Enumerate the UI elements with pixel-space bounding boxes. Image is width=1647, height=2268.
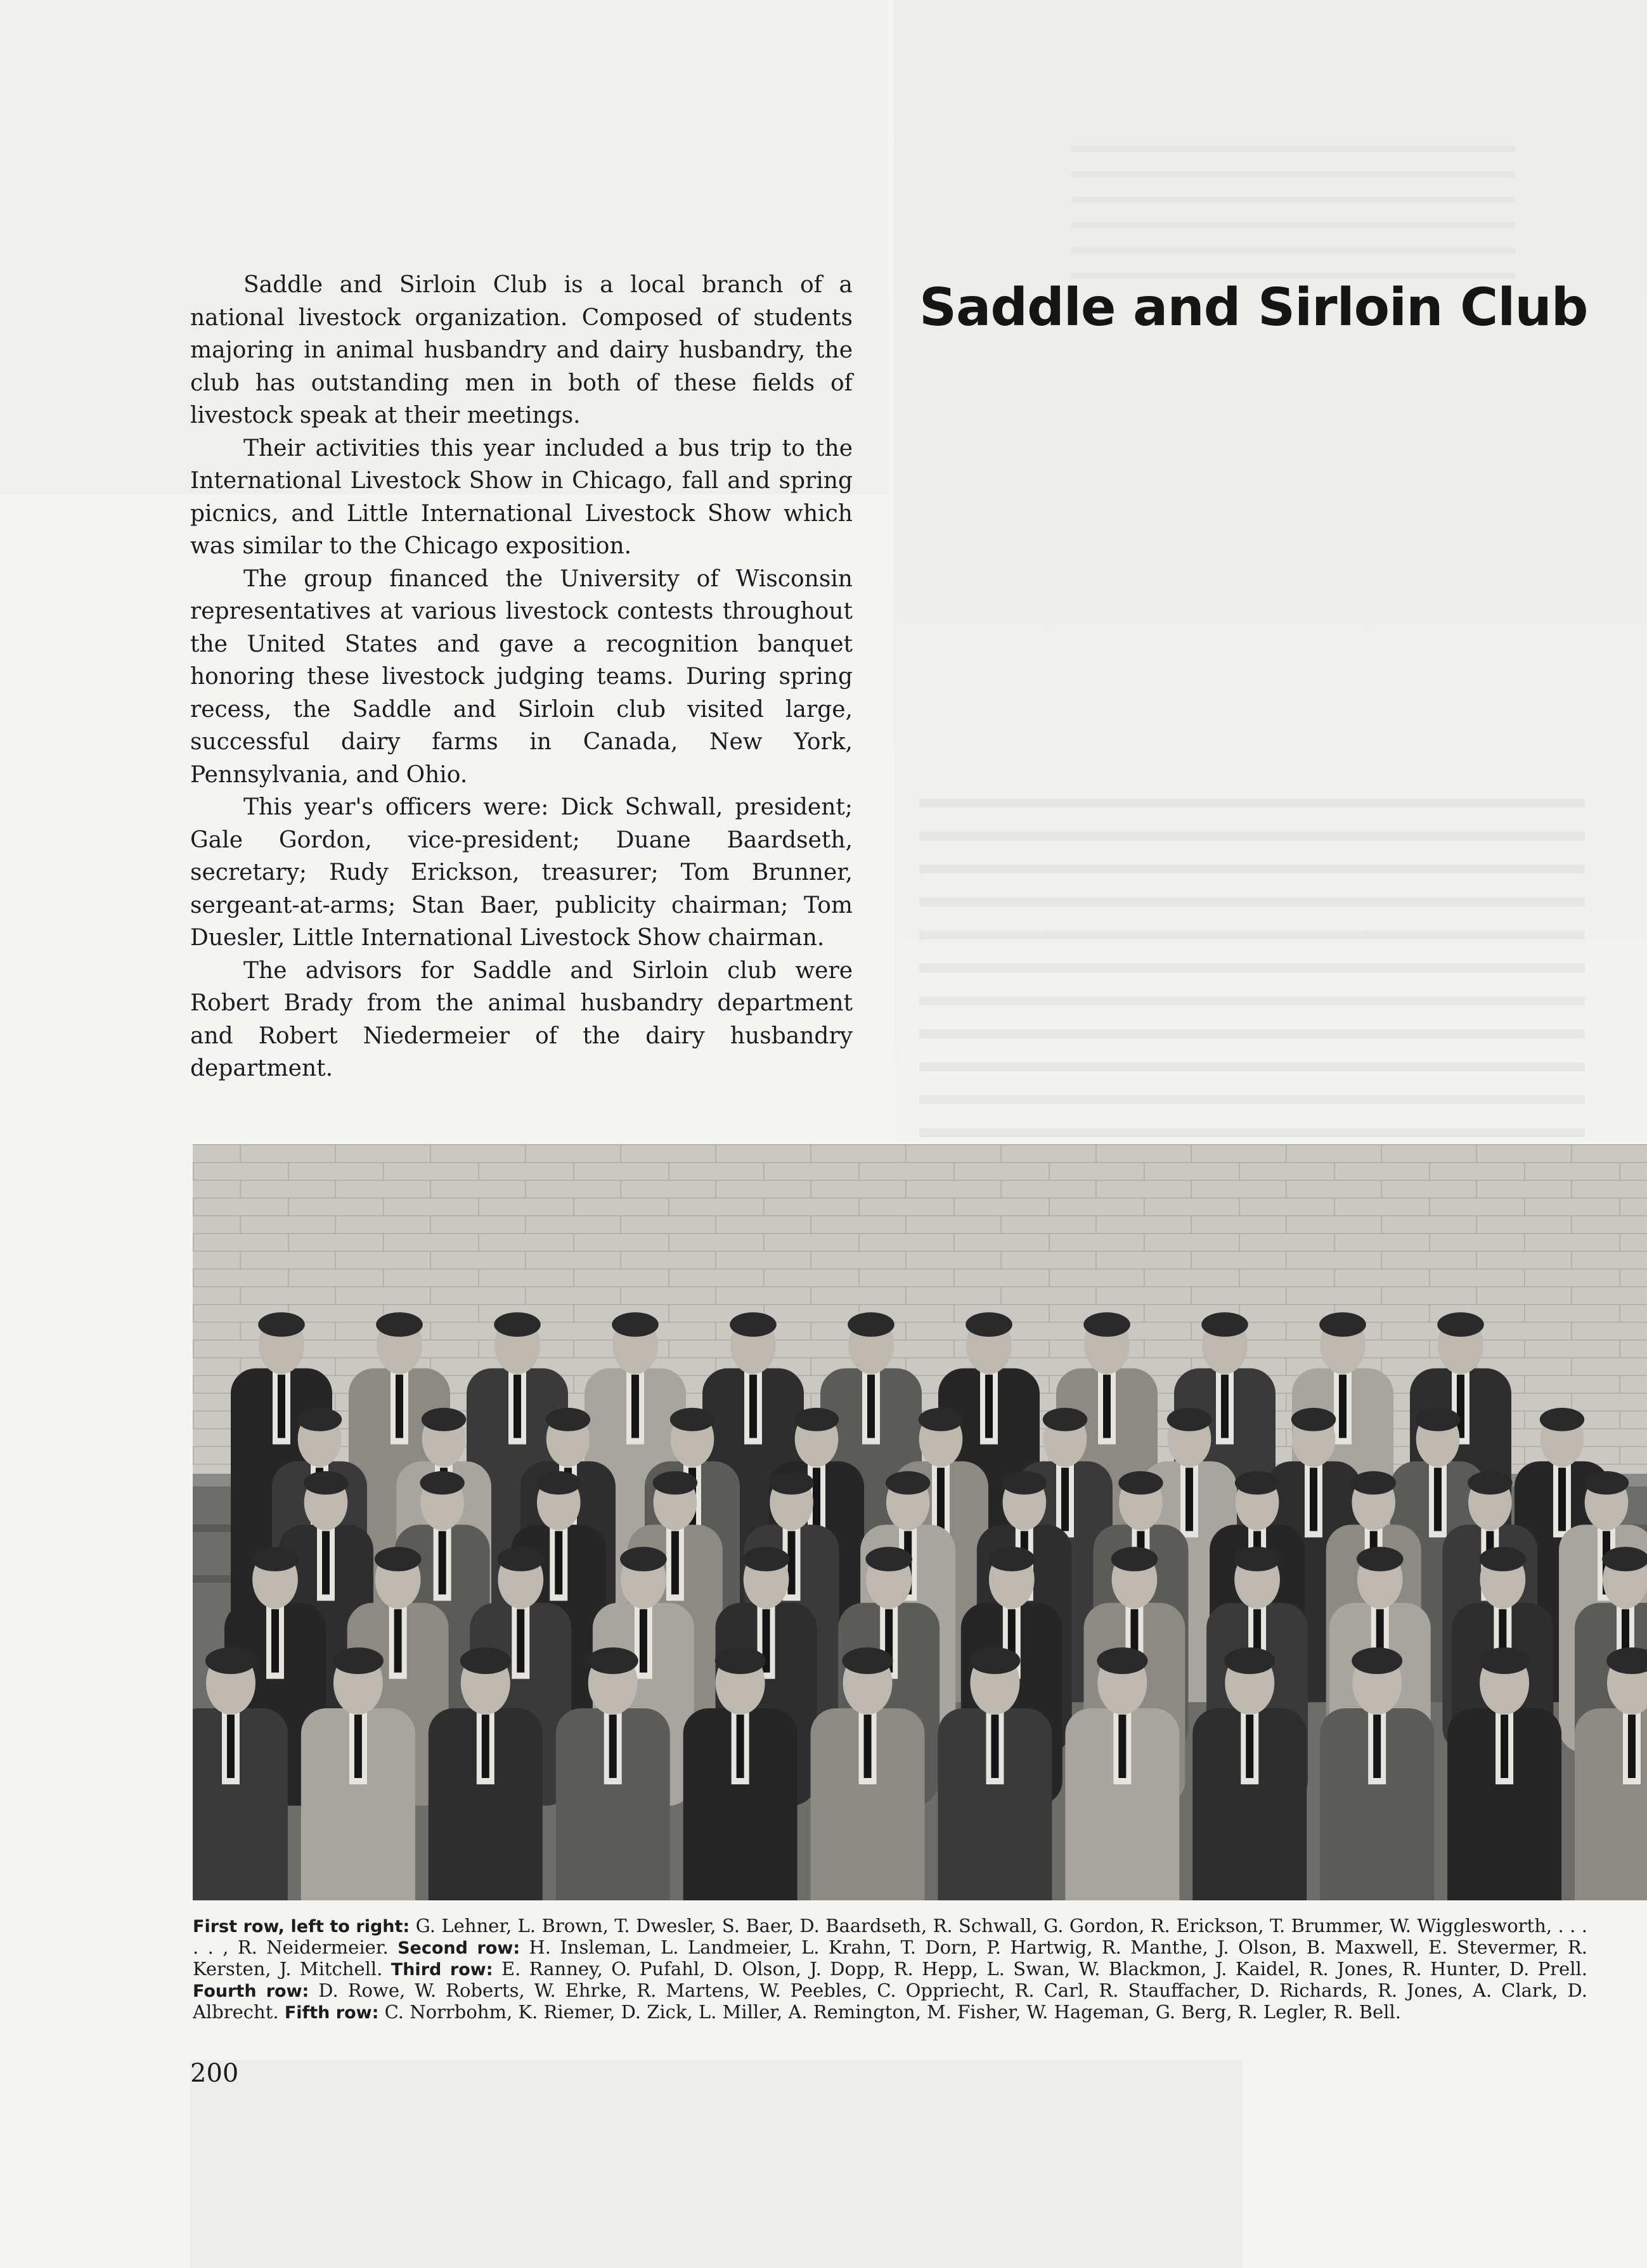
person-tie bbox=[1103, 1375, 1111, 1438]
print-shading-bottom bbox=[190, 2060, 1243, 2268]
person-tie bbox=[1628, 1715, 1636, 1778]
person-hair bbox=[670, 1408, 714, 1431]
person-tie bbox=[482, 1715, 489, 1778]
person-hair bbox=[969, 1647, 1020, 1674]
person-hair bbox=[205, 1647, 256, 1674]
caption-row-label: Second row: bbox=[397, 1938, 520, 1958]
person-tie bbox=[985, 1375, 993, 1438]
person-hair bbox=[919, 1408, 963, 1431]
person-hair bbox=[1416, 1408, 1460, 1431]
caption-row-label: Fifth row: bbox=[284, 2003, 379, 2023]
paragraph: This year's officers were: Dick Schwall, president; Gale Gordon, vice-president; Duane Baardseth, secretary; Rudy Erickson, treasurer; Tom Brunner, sergeant-at-arms; Stan Baer, publicity chairman; Tom Duesler, Little International Livestock Show chairman. bbox=[190, 794, 853, 951]
person-hair bbox=[1043, 1408, 1087, 1431]
person-hair bbox=[1584, 1471, 1629, 1495]
person-tie bbox=[671, 1531, 679, 1594]
person-hair bbox=[1540, 1408, 1584, 1431]
person-body bbox=[193, 1708, 288, 1900]
group-photo-image bbox=[193, 1144, 1647, 1900]
person-tie bbox=[396, 1375, 403, 1438]
person-hair bbox=[460, 1647, 511, 1674]
bleed-through-text-top bbox=[1071, 146, 1515, 298]
person-hair bbox=[546, 1408, 590, 1431]
person-hair bbox=[1097, 1647, 1147, 1674]
caption-row-names: G. Lehner, L. Brown, T. Dwesler, S. Baer, D. Baardseth, R. Schwall, G. Gordon, R. Erickson, T. Brummer, W. Wigglesworth, . . . . . , R. Neidermeier. bbox=[193, 1915, 1587, 1958]
person-hair bbox=[865, 1547, 912, 1571]
person-tie bbox=[609, 1715, 617, 1778]
person-tie bbox=[1185, 1467, 1193, 1531]
paragraph: The group financed the University of Wisconsin representatives at various livestock contests throughout the United States and gave a recognition banquet honoring these livestock judging teams. During spring recess, the Saddle and Sirloin club visited large, successful dairy farms in Canada, New York, Pennsylvania, and Ohio. bbox=[190, 565, 853, 788]
person-tie bbox=[1558, 1467, 1566, 1531]
person-hair bbox=[1468, 1471, 1512, 1495]
article-body bbox=[190, 269, 853, 1085]
person-hair bbox=[1224, 1647, 1275, 1674]
caption-row-label: Fourth row: bbox=[193, 1981, 309, 2001]
person-hair bbox=[715, 1647, 766, 1674]
person-hair bbox=[1352, 1471, 1396, 1495]
person-tie bbox=[1457, 1375, 1464, 1438]
person-tie bbox=[1501, 1715, 1508, 1778]
person-tie bbox=[513, 1375, 521, 1438]
person-hair bbox=[743, 1547, 790, 1571]
person-hair bbox=[494, 1312, 541, 1337]
person-hair bbox=[536, 1471, 581, 1495]
person-tie bbox=[1310, 1467, 1317, 1531]
person-hair bbox=[1167, 1408, 1211, 1431]
person-tie bbox=[555, 1531, 562, 1594]
person-hair bbox=[376, 1312, 423, 1337]
person-hair bbox=[1480, 1547, 1527, 1571]
person-hair bbox=[653, 1471, 697, 1495]
person-hair bbox=[297, 1408, 342, 1431]
person-tie bbox=[813, 1467, 820, 1531]
person-hair bbox=[1111, 1547, 1158, 1571]
person-hair bbox=[620, 1547, 667, 1571]
person-hair bbox=[794, 1408, 839, 1431]
person-hair bbox=[966, 1312, 1012, 1337]
page-title: Saddle and Sirloin Club bbox=[919, 278, 1588, 338]
photo-caption bbox=[193, 1916, 1587, 2023]
person-tie bbox=[322, 1531, 330, 1594]
person-hair bbox=[1201, 1312, 1248, 1337]
person-hair bbox=[1602, 1547, 1647, 1571]
person-tie bbox=[864, 1715, 872, 1778]
person-hair bbox=[1352, 1647, 1402, 1674]
person-hair bbox=[304, 1471, 348, 1495]
group-photo bbox=[193, 1144, 1647, 1900]
page-number: 200 bbox=[190, 2059, 239, 2088]
person-hair bbox=[252, 1547, 299, 1571]
person-hair bbox=[843, 1647, 893, 1674]
paragraph: Their activities this year included a bus trip to the International Livestock Show in Chicago, fall and spring picnics, and Little International Livestock Show which was similar to the Chicago exposition. bbox=[190, 435, 853, 559]
person-tie bbox=[1339, 1375, 1347, 1438]
person-tie bbox=[278, 1375, 285, 1438]
person-hair bbox=[848, 1312, 895, 1337]
person-tie bbox=[1373, 1715, 1381, 1778]
person-hair bbox=[1479, 1647, 1530, 1674]
caption-row-names: H. Insleman, L. Landmeier, L. Krahn, T. Dorn, P. Hartwig, R. Manthe, J. Olson, B. Maxwell, E. Stevermer, R. Kersten, J. Mitchell. bbox=[193, 1936, 1587, 1980]
caption-row-names: E. Ranney, O. Pufahl, D. Olson, J. Dopp, R. Hepp, L. Swan, W. Blackmon, J. Kaidel, R. Jones, R. Hunter, D. Prell. bbox=[493, 1958, 1587, 1980]
person-hair bbox=[588, 1647, 638, 1674]
person-hair bbox=[988, 1547, 1035, 1571]
person-hair bbox=[1235, 1471, 1279, 1495]
person-tie bbox=[737, 1715, 744, 1778]
person-tie bbox=[517, 1609, 524, 1673]
person-tie bbox=[1118, 1715, 1126, 1778]
person-tie bbox=[749, 1375, 757, 1438]
person-hair bbox=[1083, 1312, 1130, 1337]
caption-row-names: C. Norrbohm, K. Riemer, D. Zick, L. Miller, A. Remington, M. Fisher, W. Hageman, G. Berg, R. Legler, R. Bell. bbox=[378, 2001, 1401, 2023]
person-tie bbox=[991, 1715, 998, 1778]
person-hair bbox=[1234, 1547, 1281, 1571]
person-hair bbox=[1118, 1471, 1163, 1495]
person-hair bbox=[258, 1312, 305, 1337]
caption-row-names: D. Rowe, W. Roberts, W. Ehrke, R. Martens, W. Peebles, C. Oppriecht, R. Carl, R. Stauffacher, D. Richards, R. Jones, A. Clark, D. Albrecht. bbox=[193, 1980, 1587, 2023]
person-hair bbox=[422, 1408, 466, 1431]
person-tie bbox=[1221, 1375, 1229, 1438]
person-hair bbox=[769, 1471, 813, 1495]
person-hair bbox=[1291, 1408, 1336, 1431]
person-hair bbox=[730, 1312, 777, 1337]
person-tie bbox=[1434, 1467, 1442, 1531]
person-tie bbox=[788, 1531, 796, 1594]
person-tie bbox=[394, 1609, 402, 1673]
person-hair bbox=[1319, 1312, 1366, 1337]
person-tie bbox=[1061, 1467, 1069, 1531]
paragraph: The advisors for Saddle and Sirloin club were Robert Brady from the animal husbandry department and Robert Niedermeier of the dairy husbandry department. bbox=[190, 957, 853, 1081]
person-tie bbox=[867, 1375, 875, 1438]
person-hair bbox=[375, 1547, 422, 1571]
caption-row-label: First row, left to right: bbox=[193, 1917, 410, 1936]
person-tie bbox=[631, 1375, 639, 1438]
person-tie bbox=[354, 1715, 362, 1778]
person-tie bbox=[271, 1609, 279, 1673]
person-tie bbox=[640, 1609, 647, 1673]
caption-row-label: Third row: bbox=[391, 1960, 493, 1980]
person-tie bbox=[227, 1715, 235, 1778]
person-hair bbox=[1437, 1312, 1484, 1337]
person-hair bbox=[497, 1547, 544, 1571]
person-hair bbox=[612, 1312, 659, 1337]
person-hair bbox=[1002, 1471, 1047, 1495]
person-hair bbox=[886, 1471, 930, 1495]
paragraph: Saddle and Sirloin Club is a local branch of a national livestock organization. Composed of students majoring in animal husbandry and dairy husbandry, the club has outstanding men in both of these fields of livestock speak at their meetings. bbox=[190, 272, 853, 428]
person-hair bbox=[1357, 1547, 1404, 1571]
person-hair bbox=[420, 1471, 464, 1495]
person-tie bbox=[1246, 1715, 1253, 1778]
person-tie bbox=[937, 1467, 945, 1531]
person-hair bbox=[333, 1647, 384, 1674]
person-tie bbox=[439, 1531, 446, 1594]
